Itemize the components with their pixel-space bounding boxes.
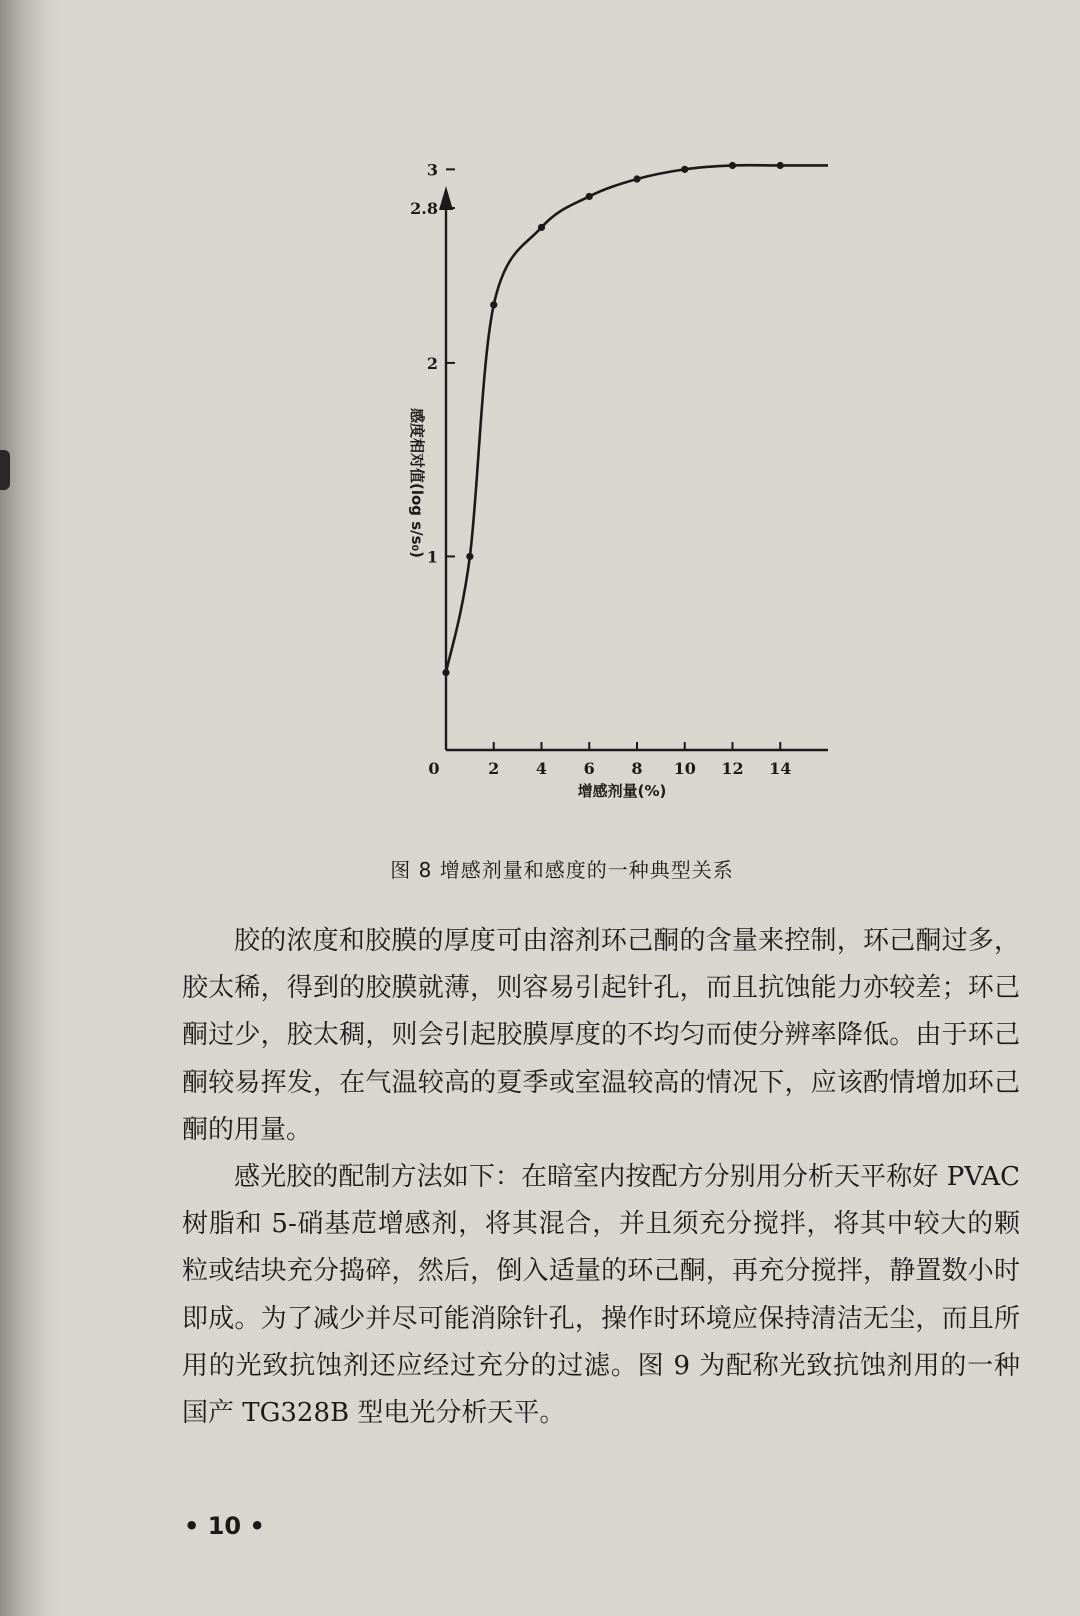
page-number: • 10 • xyxy=(184,1512,265,1540)
data-point xyxy=(681,166,688,173)
sensitivity-chart xyxy=(62,0,1062,840)
x-tick-label: 14 xyxy=(769,759,792,778)
book-binding-shadow xyxy=(0,0,62,1616)
y-tick-label: 2 xyxy=(426,353,438,373)
data-point xyxy=(538,224,545,231)
data-point xyxy=(586,193,593,200)
y-tick-label: 1 xyxy=(426,547,438,567)
paragraph-2: 感光胶的配制方法如下：在暗室内按配方分别用分析天平称好 PVAC 树脂和 5-硝基苊增感剂，将其混合，并且须充分搅拌，将其中较大的颗粒或结块充分捣碎，然后，倒入适量的环己酮，再充分搅拌，静置数小时即成。为了减少并尽可能消除针孔，操作时环境应保持清洁无尘，而且所用的光致抗蚀剂还应经过充分的过滤。图 9 为配称光致抗蚀剂用的一种国产 TG328B 型电光分析天平。 xyxy=(182,1162,1020,1429)
data-point xyxy=(777,162,784,169)
y-axis-arrow xyxy=(439,186,453,210)
data-point xyxy=(490,301,497,308)
y-axis-label: 感度相对值(log s/s₀) xyxy=(408,407,426,559)
x-tick-label: 0 xyxy=(428,759,440,778)
x-tick-label: 10 xyxy=(673,759,696,778)
figure-caption: 图 8 增感剂量和感度的一种典型关系 xyxy=(390,858,734,882)
x-tick-label: 8 xyxy=(631,759,643,778)
x-tick-label: 2 xyxy=(488,759,500,778)
data-point xyxy=(633,175,640,182)
y-tick-label: 3 xyxy=(426,160,438,180)
y-tick-label: 2.8 xyxy=(410,199,438,219)
binding-tab xyxy=(0,450,10,490)
x-tick-label: 6 xyxy=(583,759,595,778)
book-page xyxy=(62,0,1062,1616)
data-point xyxy=(729,162,736,169)
x-axis-label: 增感剂量(%) xyxy=(577,782,667,800)
data-point xyxy=(466,553,473,560)
x-tick-label: 12 xyxy=(721,759,744,778)
x-tick-label: 4 xyxy=(535,759,548,778)
data-curve xyxy=(446,165,828,672)
paragraph-1: 胶的浓度和胶膜的厚度可由溶剂环己酮的含量来控制，环己酮过多，胶太稀，得到的胶膜就薄，则容易引起针孔，而且抗蚀能力亦较差；环己酮过少，胶太稠，则会引起胶膜厚度的不均匀而使分辨率降低。由于环己酮较易挥发，在气温较高的夏季或室温较高的情况下，应该酌情增加环己酮的用量。 xyxy=(182,926,1020,1145)
body-text xyxy=(182,918,1020,1437)
data-point xyxy=(442,669,449,676)
